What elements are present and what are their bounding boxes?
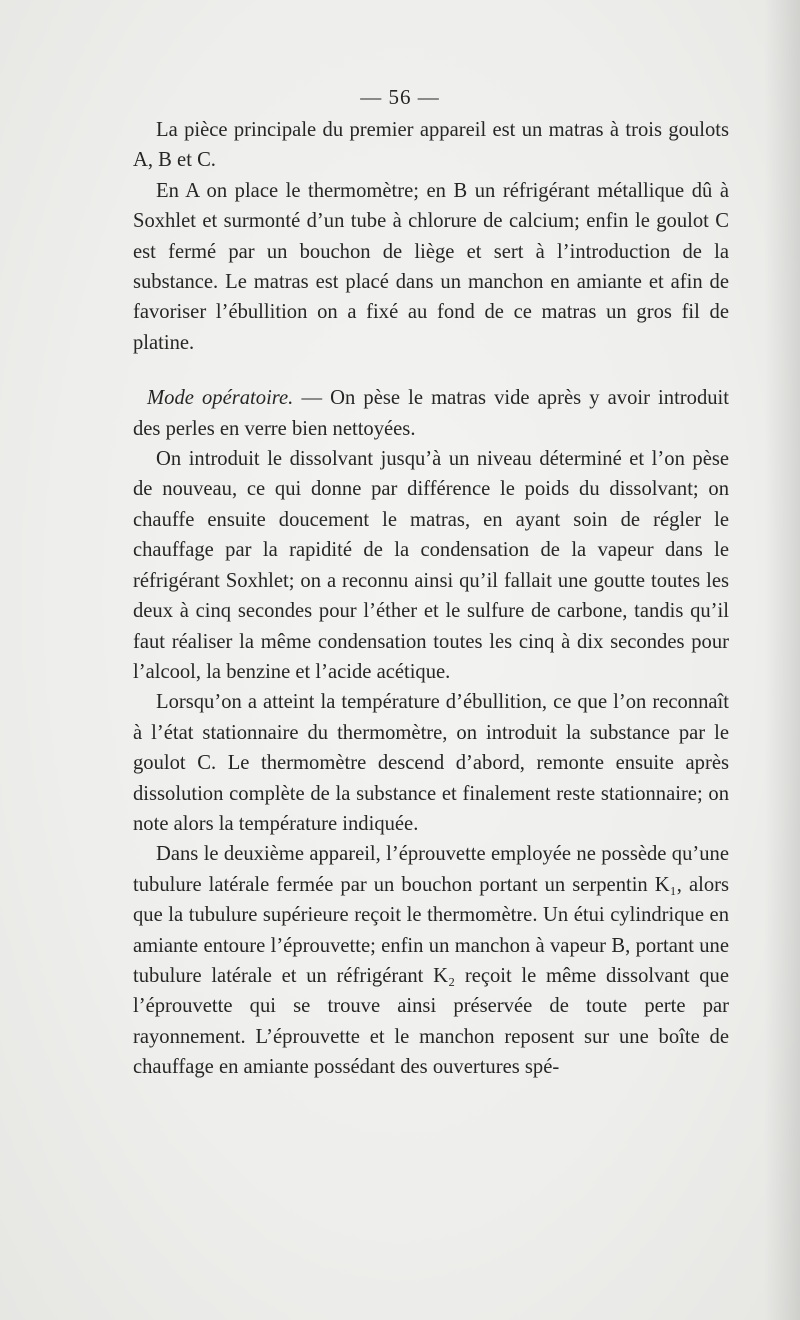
paragraph-boiling-temperature: Lorsqu’on a atteint la température d’ébullition, ce que l’on reconnaît à l’état stationnaire du thermomètre, on introduit la substance par le goulot C. Le thermomètre descend d’abord, remonte ensuite après dissolution complète de la substance et finalement reste stationnaire; on note alors la température indiquée. — [133, 691, 729, 835]
body-text — [133, 115, 729, 1083]
page-edge-shadow — [764, 0, 800, 1320]
page-number: — 56 — — [360, 85, 440, 109]
paragraph-apparatus-description: En A on place le thermomètre; en B un réfrigérant métallique dû à Soxhlet et surmonté d’un tube à chlorure de calcium; enfin le goulot C est fermé par un bouchon de liège et sert à l’introduction de la substance. Le matras est placé dans un manchon en amiante et afin de favoriser l’ébullition on a fixé au fond de ce matras un gros fil de platine. — [133, 179, 729, 354]
paragraph-procedure — [133, 383, 729, 444]
paragraph-second-apparatus: Dans le deuxième appareil, l’éprouvette employée ne possède qu’une tubulure latérale fermée par un bouchon portant un serpentin K₁, alors que la tubulure supérieure reçoit le thermomètre. Un étui cylindrique en amiante entoure l’éprouvette; enfin un manchon à vapeur B, portant une tubulure latérale et un réfrigérant K₂ reçoit le même dissolvant que l’éprouvette qui se trouve ainsi préservée de toute perte par rayonnement. L’éprouvette et le manchon reposent sur une boîte de chauffage en amiante possédant des ouvertures spé- — [133, 843, 729, 1079]
section-heading: Mode opératoire. — [147, 387, 294, 410]
paragraph-solvent-heating: On introduit le dissolvant jusqu’à un niveau déterminé et l’on pèse de nouveau, ce qui donne par différence le poids du dissolvant; on chauffe ensuite doucement le matras, en ayant soin de régler le chauffage par la rapidité de la condensation de la vapeur dans le réfrigérant Soxhlet; on a reconnu ainsi qu’il fallait une goutte toutes les deux à cinq secondes pour l’éther et le sulfure de carbone, tandis qu’il faut réaliser la même condensation toutes les cinq à dix secondes pour l’alcool, la benzine et l’acide acétique. — [133, 448, 729, 683]
paragraph-apparatus-intro: La pièce principale du premier appareil est un matras à trois goulots A, B et C. — [133, 119, 729, 172]
procedure-intro-text: — On pèse le matras vide après y avoir introduit des perles en verre bien nettoyées. — [133, 387, 729, 440]
